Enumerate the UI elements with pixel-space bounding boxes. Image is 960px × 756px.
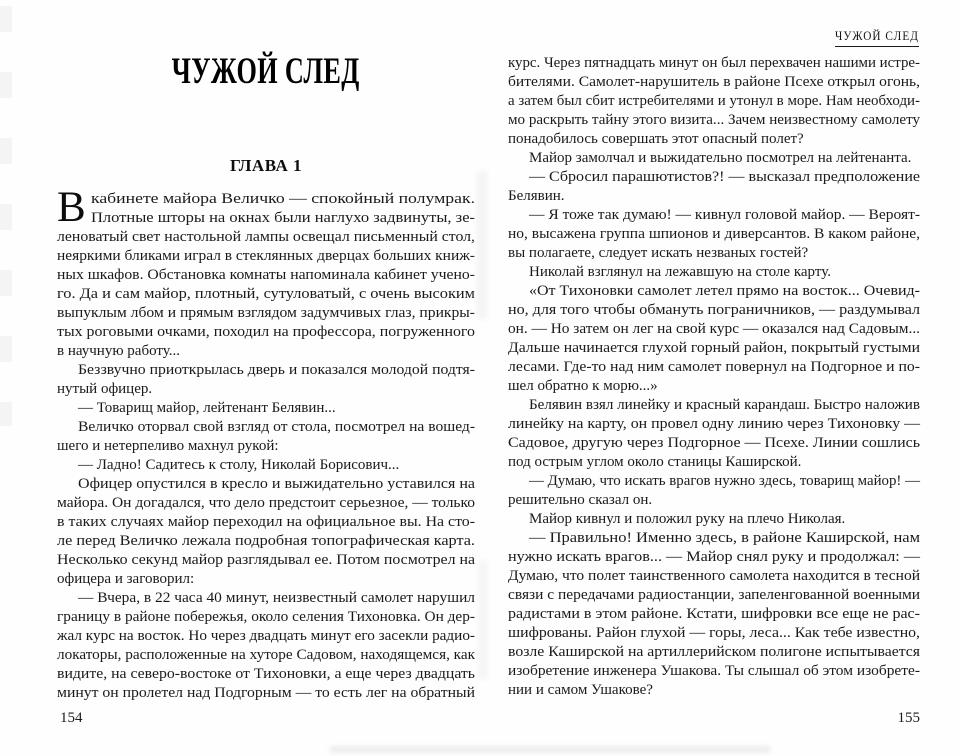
text-line: радистами в этом районе. Кстати, шифровки все еще не рас- — [508, 606, 920, 622]
text-line: связи с передачами радиостанции, запеленгованной военными — [508, 587, 920, 603]
left-page — [57, 0, 475, 756]
text-line: тых роговыми очками, походил на профессора, погруженного — [57, 324, 475, 340]
page-number-left: 154 — [60, 710, 83, 726]
chapter-heading-text: ГЛАВА 1 — [230, 156, 302, 175]
right-page — [508, 0, 920, 756]
text-line: — Ладно! Садитесь к столу, Николай Борисович... — [78, 457, 400, 473]
text-line: — Правильно! Именно здесь, в районе Каширской, нам — [529, 530, 920, 546]
text-line: границу в районе побережья, около селения Тихоновка. Он дер- — [57, 609, 475, 625]
text-line: Плотные шторы на окнах были наглухо задвинуты, зе- — [91, 210, 475, 226]
running-head-text: ЧУЖОЙ СЛЕД — [835, 28, 919, 47]
text-line: линейку на карту, он провел одну линию через Тихоновку — — [508, 416, 920, 432]
text-line: Дальше начинается глухой горный район, покрытый густыми — [508, 340, 920, 356]
text-line: минут он пролетел над Подгорным — то есть лег на обратный — [57, 685, 475, 701]
text-line: майора. Он догадался, что дело предстоит серьезное, — только — [57, 495, 475, 511]
drop-cap: В — [57, 184, 86, 231]
text-line: Офицер опустился в кресло и выжидательно уставился на — [78, 476, 475, 492]
text-line: локаторы, расположенные на хуторе Садовом, находящемся, как — [57, 647, 475, 663]
text-line: под острым углом около станицы Каширской. — [508, 454, 802, 470]
text-line: — Вчера, в 22 часа 40 минут, неизвестный самолет нарушил — [78, 590, 475, 606]
text-line: кабинете майора Величко — спокойный полумрак. — [91, 191, 475, 207]
text-line: неяркими бликами играл в стеклянных дверцах больших книж- — [57, 248, 475, 264]
text-line: го. Да и сам майор, плотный, сутуловатый, с очень высоким — [57, 286, 475, 302]
text-line: бителями. Самолет-нарушитель в районе Псехе открыл огонь, — [508, 74, 920, 90]
text-line: в научную работу... — [57, 343, 180, 359]
text-line: в таких случаях майор переходил на официальное вы. На сто- — [57, 514, 476, 530]
text-line: — Я тоже так думаю! — кивнул головой майор. — Вероят- — [529, 207, 920, 223]
scan-smudge-gutter-bottom — [478, 560, 488, 680]
text-line: Белявин взял линейку и красный карандаш. Быстро наложив — [529, 397, 920, 413]
text-line: шифрованы. Район глухой — горы, леса... Как тебе известно, — [508, 625, 920, 641]
text-line: лесами. Где-то над ним самолет повернул на Подгорное и по- — [508, 359, 920, 375]
scan-smudge-gutter-top — [476, 170, 488, 320]
text-line: Николай взглянул на лежавшую на столе карту. — [529, 264, 831, 280]
text-line: ле перед Величко лежала подробная топографическая карта. — [57, 533, 475, 549]
text-line: возле Каширской на артиллерийском полигоне испытывается — [508, 644, 920, 660]
left-page-body — [57, 184, 476, 703]
text-line: — Сбросил парашютистов?! — высказал предположение — [529, 169, 920, 185]
text-line: но, высажена группа шпионов и диверсантов. В каком районе, — [508, 226, 920, 242]
text-line: — Думаю, что искать врагов нужно здесь, товарищ майор! — — [529, 473, 920, 489]
text-line: «От Тихоновки самолет летел прямо на восток... Очевид- — [529, 283, 920, 299]
book-title-text: ЧУЖОЙ СЛЕД — [171, 51, 360, 92]
text-line: жал курс на восток. Но через двадцать минут его засекли радио- — [57, 628, 475, 644]
text-line: он. — Но затем он лег на свой курс — оказался над Садовым... — [508, 321, 920, 337]
text-line: мо раскрыть тайну этого визита... Зачем неизвестному самолету — [508, 112, 920, 128]
text-line: Белявин. — [508, 188, 565, 204]
text-line: ных шкафов. Обстановка комнаты напоминала кабинет учено- — [57, 267, 475, 283]
text-line: — Товарищ майор, лейтенант Белявин... — [78, 400, 336, 416]
text-line: нужно искать врагов... — Майор снял руку и продолжал: — — [508, 549, 920, 565]
text-line: нии и самом Ушакове? — [508, 682, 653, 698]
text-line: Майор замолчал и выжидательно посмотрел на лейтенанта. — [529, 150, 912, 166]
text-line: Садовое, другую через Подгорное — Псехе. Линии сошлись — [508, 435, 920, 451]
text-line: курс. Через пятнадцать минут он был перехвачен нашими истре- — [508, 55, 920, 71]
text-line: Майор кивнул и положил руку на плечо Николая. — [529, 511, 846, 527]
text-line: выпуклым лбом и прямым взглядом задумчивых глаз, прикры- — [57, 305, 475, 321]
text-line: шего и нетерпеливо махнул рукой: — [57, 438, 279, 454]
text-line: но, для того чтобы обмануть пограничников, — раздумывал — [508, 302, 920, 318]
book-title — [57, 50, 475, 93]
running-head — [822, 28, 919, 47]
text-line: шел обратно к морю...» — [508, 378, 658, 394]
text-line: видите, на северо-востоке от Тихоновки, а еще через двадцать — [57, 666, 475, 682]
text-line: вы полагаете, следует искать незваных гостей? — [508, 245, 809, 261]
text-line: нутый офицер. — [57, 381, 153, 397]
text-line: Несколько секунд майор разглядывал ее. Потом посмотрел на — [57, 552, 476, 568]
text-line: решительно сказал он. — [508, 492, 653, 508]
text-line: Думаю, что полет таинственного самолета находится в тесной — [508, 568, 920, 584]
text-line: Беззвучно приоткрылась дверь и показался молодой подтя- — [78, 362, 475, 378]
right-page-body — [508, 54, 920, 700]
text-line: понадобилось совершать этот опасный полет? — [508, 131, 804, 147]
text-line: изобретение инженера Ушакова. Ты слышал об этом изобрете- — [508, 663, 920, 679]
chapter-heading — [57, 156, 475, 176]
text-line: Величко оторвал свой взгляд от стола, посмотрел на вошед- — [78, 419, 476, 435]
text-line: леноватый свет настольной лампы освещал письменный стол, — [57, 229, 475, 245]
text-line: а затем был сбит истребителями и утонул в море. Нам необходи- — [508, 93, 920, 109]
scan-smudge-left-edge — [0, 6, 12, 426]
text-line: офицера и заговорил: — [57, 571, 195, 587]
page-number-right: 155 — [897, 710, 920, 726]
